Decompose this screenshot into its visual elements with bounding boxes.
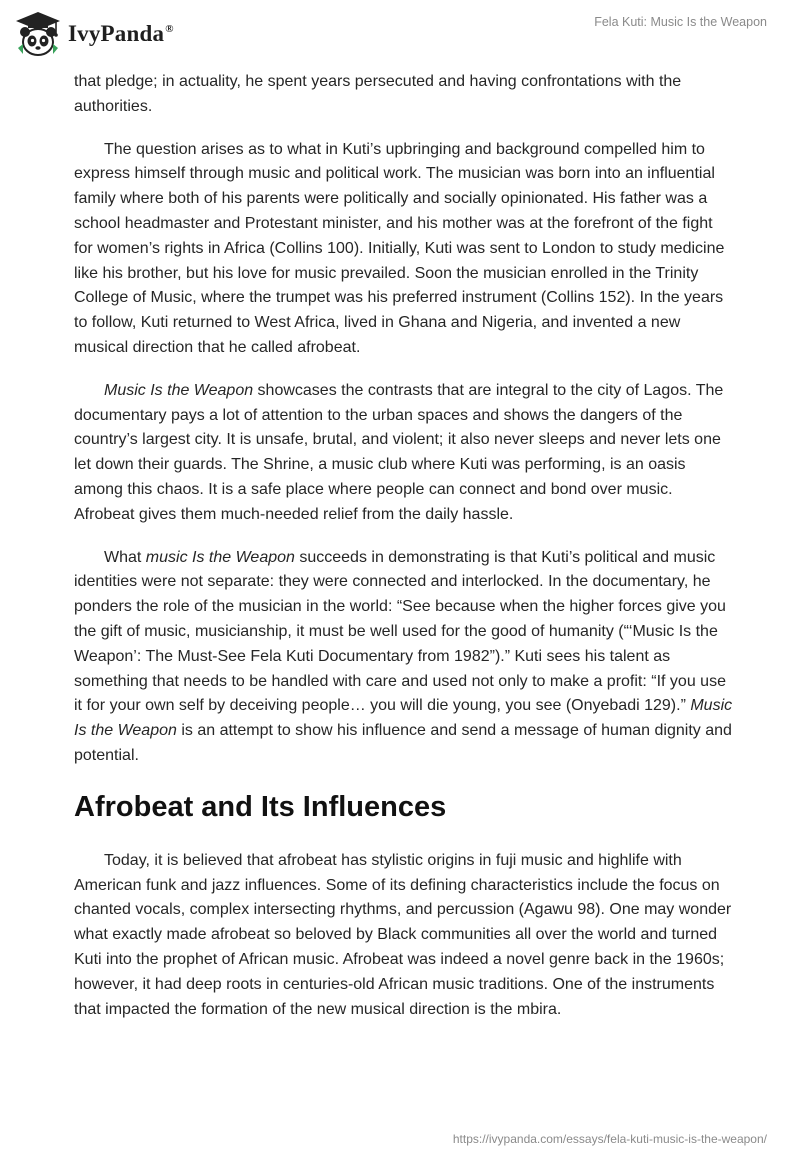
panda-graduation-cap-icon xyxy=(14,10,62,58)
page-header xyxy=(0,0,800,70)
brand-name: IvyPanda® xyxy=(68,21,174,46)
film-title: music Is the Weapon xyxy=(145,548,295,566)
film-title: Music Is the Weapon xyxy=(74,697,733,740)
essay-content xyxy=(74,70,734,1040)
paragraph-1: that pledge; in actuality, he spent years persecuted and having confrontations with the authorities. xyxy=(74,73,682,115)
section-heading: Afrobeat and Its Influences xyxy=(74,790,447,823)
paragraph-5: Today, it is believed that afrobeat has stylistic origins in fuji music and highlife with American funk and jazz influences. Some of its defining characteristics include the focus on chanted vocals, complex intersecting rhythms, and percussion (Agawu 98). One may wonder what exactly made afrobeat so beloved by Black communities all over the world and turned Kuti into the prophet of African music. Afrobeat was indeed a novel genre back in the 1960s; however, it had deep roots in centuries-old African music traditions. One of the instruments that impacted the formation of the new musical direction is the mbira. xyxy=(74,851,732,1018)
paragraph-2: The question arises as to what in Kuti’s upbringing and background compelled him to express himself through music and political work. The musician was born into an influential family where both of his parents were politically and socially opinionated. His father was a school headmaster and Protestant minister, and his mother was at the forefront of the fight for women’s rights in Africa (Collins 100). Initially, Kuti was sent to London to study medicine like his brother, but his love for music prevailed. Soon the musician enrolled in the Trinity College of Music, where the trumpet was his preferred instrument (Collins 152). In the years to follow, Kuti returned to West Africa, lived in Ghana and Nigeria, and invented a new musical direction that he called afrobeat. xyxy=(74,140,725,356)
film-title: Music Is the Weapon xyxy=(104,381,254,399)
brand-logo[interactable] xyxy=(14,10,174,58)
paragraph-3: Music Is the Weapon showcases the contrasts that are integral to the city of Lagos. The documentary pays a lot of attention to the urban spaces and shows the dangers of the country’s largest city. It is unsafe, brutal, and violent; it also never sleeps and never lets one let down their guards. The Shrine, a music club where Kuti was performing, is an oasis among this chaos. It is a safe place where people can connect and bond over music. Afrobeat gives them much-needed relief from the daily hassle. xyxy=(74,381,724,523)
source-url[interactable]: https://ivypanda.com/essays/fela-kuti-music-is-the-weapon/ xyxy=(452,1132,767,1146)
paragraph-4: What music Is the Weapon succeeds in demonstrating is that Kuti’s political and music identities were not separate: they were connected and interlocked. In the documentary, he ponders the role of the musician in the world: “See because when the higher forces give you the gift of music, musicianship, it must be well used for the good of humanity (“‘Music Is the Weapon’: The Must-See Fela Kuti Documentary from 1982”).” Kuti sees his talent as something that needs to be handled with care and used not only to make a profit: “If you use it for your own self by deceiving people… you will die young, you see (Onyebadi 129).” Music Is the Weapon is an attempt to show his influence and send a message of human dignity and potential. xyxy=(74,548,733,764)
document-title: Fela Kuti: Music Is the Weapon xyxy=(594,15,767,29)
